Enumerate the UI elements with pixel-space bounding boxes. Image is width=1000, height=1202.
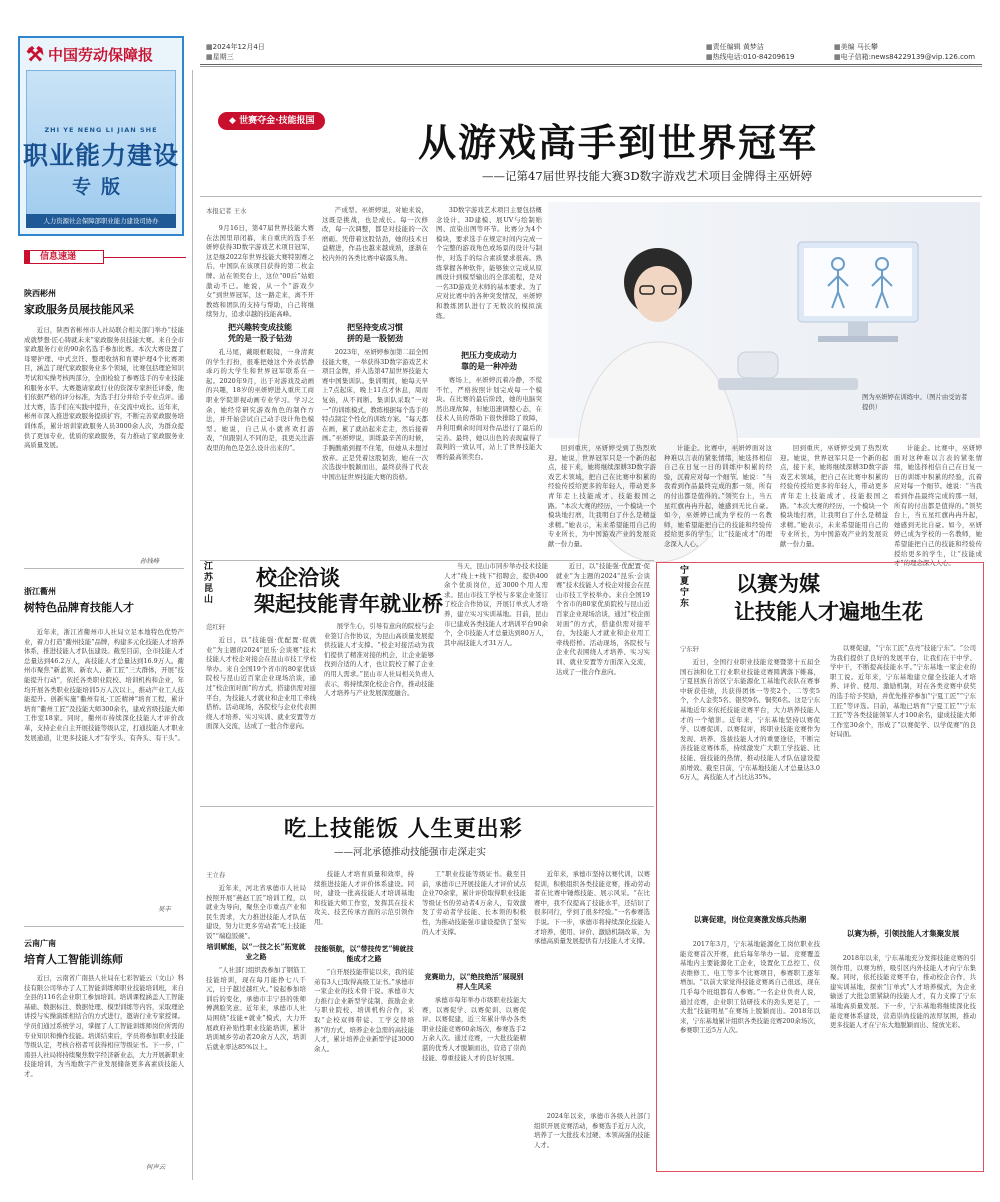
top-kicker xyxy=(218,112,325,130)
s2-body xyxy=(24,628,184,894)
mid-col2-text: 展学生心，引导有意向的院校与企业签订合作协议，为昆山高质量发展提供技能人才支撑。“校企对接活动为我们提供了精准对接的机会，让企业能够找到合适的人才，也让院校了解了企业的用人需求。”昆山市人社局相关负责人表示，将持续深化校企合作，推动技能人才培养与产业发展深度融合。 xyxy=(324,622,434,698)
mid-col3-text: 当天，昆山市同步举办技术技能人才“线上+线下”招聘会，提供400余个优质岗位，近3000个用人需求。昆山市技工学校与多家企业签订了校企合作协议，开展订单式人才培养，建立实习实训基地。目前，昆山市已建成各类技能人才培训平台90余个，全市技能人才总量达到80万人，其中高技能人才31万人。 xyxy=(444,562,548,647)
top-col2-text: 产成型。巫妍婷说，对她来说，这既是挑战，也是成长。每一次修改，每一次调整，都是对技能的一次磨砺。凭借着这股钻劲，她的技术日益精进，作品也越来越成熟，逐渐在校内外的各类比赛中崭露头角。 xyxy=(322,206,428,262)
top-col3b-text: 赛场上，巫妍婷沉着冷静，不慌不忙，严格按照计划完成每一个模块。在比赛的最后阶段，她的电脑突然出现故障，但她迅速调整心态，在技术人员的帮助下很快排除了故障，并利用剩余时间对作品进行了最后的完善。最终，她以出色的表现赢得了裁判的一致认可，站上了世界技能大赛的最高领奖台。 xyxy=(436,376,542,461)
bottom-col3b-text: 承德市每年举办市级职业技能大赛，以赛促学、以赛促训、以赛促评、以赛促建，近三年累计举办各类职业技能竞赛60余场次，参赛选手2万余人次。通过竞赛，一大批技能精湛的优秀人才脱颖而出，营造了崇尚技能、尊重技能人才的良好氛围。 xyxy=(422,996,526,1062)
bottom-h1: 培训赋能，以“一技之长”拓宽就业之路 xyxy=(206,942,306,961)
right-author: 宁东轩 xyxy=(680,645,700,653)
s2-author: 吴丰 xyxy=(158,905,171,913)
s3-author: 何声云 xyxy=(146,1163,166,1171)
top-photo xyxy=(548,202,980,438)
right-loc: 宁夏宁东 xyxy=(680,566,690,609)
top-col4-text: 回到重庆，巫妍婷受到了热烈欢迎。她说，世界冠军只是一个新的起点，接下来，她将继续深耕3D数字游戏艺术领域，把自己在比赛中积累的经验传授给更多的年轻人，带动更多青年走上技能成才、技能报国之路。“本次大赛的经历，一个模块一个模块地打磨，让我明白了什么是精益求精。”她表示，未来希望能用自己的专业所长，为中国游戏产业的发展贡献一份力量。 xyxy=(548,444,656,548)
top-col7-text: 计能企。比赛中，巫妍婷面对这种难以言表的紧张情绪，她选择相信自己在日复一日的训练中积累的经验，沉着应对每一个细节。她说：“当我看到作品最终完成的那一刻，所有的付出都是值得的。”领奖台上，当五星红旗冉冉升起，她感到无比自豪。如今，巫妍婷已成为学校的一名教师，她希望能把自己的技能和经验传授给更多的学生，让“技能成才”的理念深入人心。 xyxy=(894,444,982,568)
bottom-col1b xyxy=(206,966,306,1166)
right-headline-1: 以赛为媒 xyxy=(736,571,820,596)
bottom-col3b xyxy=(422,996,526,1166)
section-title: 职业能力建设 xyxy=(22,141,179,170)
top-headline-rule xyxy=(200,196,982,197)
bottom-subhead: ——河北承德推动技能强市走深走实 xyxy=(334,847,487,858)
left-sep-1 xyxy=(24,568,184,569)
s3-title: 培育人工智能训练师 xyxy=(24,953,123,966)
header-rule-2 xyxy=(200,66,982,67)
news-tag xyxy=(24,250,104,264)
s1-author: 孙钱峰 xyxy=(140,557,160,565)
bottom-col3-text: 工”职业技能等级证书。截至目前，承德市已开展技能人才评价试点企业70余家，累计评价取得职业技能等级证书的劳动者4万余人，有效激发了劳动者学技能、长本领的积极性，为推动技能强市建设提供了坚实的人才支撑。 xyxy=(422,870,526,936)
mid-col1 xyxy=(206,636,316,804)
sponsor-bar: 人力资源社会保障部职业能力建设司协办 xyxy=(26,214,176,228)
bottom-col2 xyxy=(314,870,414,942)
top-col5 xyxy=(664,444,772,558)
top-subhead: ——记第47届世界技能大赛3D数字游戏艺术项目金牌得主巫妍婷 xyxy=(482,169,813,183)
mid-col4 xyxy=(556,562,650,722)
bottom-col2b xyxy=(314,968,414,1166)
right-col1-text: 近日，全国行业职业技能竞赛暨第十五届全国石油和化工行业职业技能竞赛圆满落下帷幕，宁夏回族自治区宁东能源化工基地代表队在赛事中斩获佳绩，共获得团体一等奖2个、二等奖5个，个人金奖5名、银奖9名、铜奖6名。这是宁东基地近年来依托技能竞赛平台，大力培养技能人才的一个缩影。近年来，宁东基地坚持以赛促学、以赛促训、以赛促评，将职业技能竞赛作为发现、培养、选拔技能人才的重要途径，不断完善技能竞赛体系，持续激发广大职工学技能、比技能、强技能的热情，推动技能人才队伍建设提质增效。截至目前，宁东基地技能人才总量达3.06万人，高技能人才占比达35%。 xyxy=(680,658,821,782)
masthead xyxy=(18,36,184,236)
news-tag-label: 信息速递 xyxy=(40,252,77,262)
top-col3b xyxy=(436,376,542,556)
s2-title: 树特色品牌育技能人才 xyxy=(24,601,134,614)
top-col2 xyxy=(322,206,428,318)
header-rule xyxy=(200,64,982,65)
top-col6 xyxy=(780,444,888,558)
left-vertical-rule xyxy=(192,70,193,1180)
paper-logo-bar xyxy=(20,38,182,70)
top-col1b-text: 孔马尾，戴眼框眼镜，一身清爽的学生打扮，很难把她这个外表恬静乖巧的大学生和世界冠军联系在一起。2020年9月，出于对游戏及动画的兴趣，18岁的巫妍婷进入重庆工商职业学院影视动画专业学习。学习之余，她经常研究游戏角色的制作方法，并开始尝试自己动手设计角色模型。她说，自己从小就喜欢打游戏，“但跟别人不同的是，我更关注游戏里的角色是怎么设计出来的”。 xyxy=(206,348,314,452)
bottom-col1 xyxy=(206,884,306,940)
bottom-col1-text: 近年来，河北省承德市人社局按照开展“燕赵工匠”培训工程，以就业为导向，聚焦全市重点产业和民生需求，大力推进技能人才队伍建设，努力让更多劳动者“吃上技能饭”“端稳饭碗”。 xyxy=(206,884,306,940)
top-col7 xyxy=(894,444,982,568)
bottom-col1b-text: “人社部门组织我参加了钢筋工技能培训，现在每月能挣七八千元，日子越过越红火。”说起参加培训后的变化，承德市丰宁县的张师傅满脸笑意。近年来，承德市人社局围绕“技能+就业”模式，大力开展政府补贴性职业技能培训，累计培训城乡劳动者20余万人次，培训后就业率达85%以上。 xyxy=(206,966,306,1051)
s3-body xyxy=(24,974,184,1154)
mid-headline-2: 架起技能青年就业桥 xyxy=(254,591,443,616)
section-pinyin: ZHI YE NENG LI JIAN SHE xyxy=(44,126,158,134)
left-sep-2 xyxy=(24,926,184,927)
right-h2: 以赛为桥，引领技能人才集聚发展 xyxy=(846,929,960,938)
kicker-icon: ◆ xyxy=(229,116,240,126)
bottom-rule xyxy=(200,806,654,807)
bottom-col5 xyxy=(534,1112,650,1166)
header-weekday: ▦星期三 xyxy=(206,53,234,61)
photo-caption: 图为巫妍婷在训练中。（图片由受访者提供） xyxy=(862,393,968,411)
mid-col1-text: 近日，以“技能强·优配置·促就业”为主题的2024“昆乐·会谈赛”技术技能人才校企对接会在昆山市技工学校举办。来自全国19个省市的80家优质院校与昆山近百家企业现场洽谈，通过“校企面对面”的方式，搭建供需对接平台，为技能人才就业和企业用工牵线搭桥。活动现场，各院校与企业代表围绕人才培养、实习实训、就业安置等方面深入交流，达成了一批合作意向。 xyxy=(206,636,316,731)
kicker-text: 世赛夺金·技能报国 xyxy=(239,116,315,126)
bottom-col4-text: 近年来，承德市坚持以赛代训，以赛促训，积极组织各类技能竞赛，推动劳动者在比赛中锤炼技能、展示风采。“在比赛中，我不仅提高了技能水平，还结识了很多同行，学到了很多经验。”一名参赛选手说。下一步，承德市将持续深化技能人才培养、使用、评价、激励机制改革，为承德高质量发展提供有力技能人才支撑。 xyxy=(534,870,650,946)
header-designer: ▦美编 马长攀 xyxy=(834,43,878,51)
s1-place: 陕西彬州 xyxy=(24,289,56,298)
right-col2b xyxy=(830,954,976,1166)
right-col2 xyxy=(830,644,976,922)
right-col2-text: 以赛促建，“宁东工匠”点亮“技能宁东”。“公司为我们提供了良好的发展平台，让我们在干中学、学中干，不断提高技能水平。”宁东基地一家企业的职工说。近年来，宁东基地建立健全技能人才培养、评价、使用、激励机制，对在各类竞赛中获奖的选手给予奖励，并优先推荐参加“宁夏工匠”“宁东工匠”等评选。目前，基地已培育“宁夏工匠”“宁东工匠”等各类技能领军人才100余名，建成技能大师工作室30余个，形成了“以赛促学、以学促赛”的良好局面。 xyxy=(830,644,976,739)
top-author: 本报记者 王水 xyxy=(206,207,247,215)
s2-place: 浙江衢州 xyxy=(24,587,56,596)
header-date: ▦2024年12月4日 xyxy=(206,43,265,51)
bottom-col5-text: 2024年以来，承德市各级人社部门组织开展竞赛活动，参赛选手近万人次，培养了一大批技术过硬、本领高强的技能人才。 xyxy=(534,1112,650,1149)
s1-body xyxy=(24,326,184,552)
bottom-author: 王立春 xyxy=(206,871,226,879)
top-col6-text: 回到重庆，巫妍婷受到了热烈欢迎。她说，世界冠军只是一个新的起点，接下来，她将继续深耕3D数字游戏艺术领域，把自己在比赛中积累的经验传授给更多的年轻人，带动更多青年走上技能成才、技能报国之路。“本次大赛的经历，一个模块一个模块地打磨，让我明白了什么是精益求精。”她表示，未来希望能用自己的专业所长，为中国游戏产业的发展贡献一份力量。 xyxy=(780,444,888,548)
header-email: ▦电子信箱:news84229139@vip.126.com xyxy=(834,53,976,61)
bottom-col2-text: 技能人才培育质量和效率，持续推进技能人才评价体系建设。同时，建设一批高技能人才培训基地和技能大师工作室，发挥其在技术攻关、技艺传承方面的示范引领作用。 xyxy=(314,870,414,926)
s3-body-text: 近日，云南省广南县人社局在七彩智能云（文山）科技有限公司举办了人工智能训练师职业技能培训班，来自全县的116名企业职工参加培训。培训课程涵盖人工智能基础、数据标注、数据处理、模型训练等内容，采取理论讲授与实操演练相结合的方式进行，邀请行业专家授课。学员们通过系统学习，掌握了人工智能训练师岗位所需的专业知识和操作技能。培训结束后，学员将参加职业技能等级认定，考核合格者可获得相应等级证书。下一步，广南县人社局将持续聚焦数字经济新业态，大力开展新职业技能培训，为当地数字产业发展储备更多高素质技能人才。 xyxy=(24,974,184,1078)
top-h2 xyxy=(322,322,428,344)
top-h1 xyxy=(206,322,314,344)
s2-body-text: 近年来，浙江省衢州市人社局立足本地特色优势产业，着力打造“衢州技能”品牌，构建多元化技能人才培养体系，推进技能人才队伍建设。截至目前，全市技能人才总量达到46.2万人，高技能人才总量达到16.9万人。衢州市聚焦“新蓝领、新农人、新工匠”三大群体，开展“技能提升行动”，依托各类职业院校、培训机构和企业，年均开展各类职业技能培训5万人次以上，推动产业工人技能提升。创新实施“衢州有礼·工匠精神”培育工程，累计培育“衢州工匠”及技能大师300余名，建成省级技能大师工作室18家。同时，衢州市持续深化技能人才评价改革，支持企业自主开展技能等级认定，打通技能人才职业发展通道，让更多技能人才“有学头、有奔头、有干头”。 xyxy=(24,628,184,742)
right-col1b-text: 2017年3月，宁东基地能源化工岗位职业技能竞赛首次开赛，此后每年举办一届。竞赛覆盖基地内主要能源化工企业，设置化工总控工、仪表维修工、电工等多个比赛项目，参赛职工逐年增加。“以前大家觉得技能竞赛离自己很远，现在几乎每个班组都有人参赛。”一名企业负责人说，通过竞赛，企业职工钻研技术的劲头更足了，一大批“技能明星”在赛场上脱颖而出。2018年以来，宁东基地累计组织各类技能竞赛200余场次，参赛职工近5万人次。 xyxy=(680,940,821,1035)
mid-rule xyxy=(200,560,654,561)
bottom-col4 xyxy=(534,870,650,1108)
mid-headline-1: 校企洽谈 xyxy=(256,565,340,590)
top-col4 xyxy=(548,444,656,558)
top-col2b-text: 2023年，巫妍婷参加第二届全国技能大赛，一举获得3D数字游戏艺术项目金牌，并入选第47届世界技能大赛中国集训队。集训期间，她每天早上7点起床，晚上11点才休息，周而复始，从不间断。集训队采取“一对一”的训练模式，教练根据每个选手的特点制定个性化的训练方案。“每天都在画，累了就站起来走走，然后接着画。”巫妍婷说，训练最辛苦的时候，手腕酸痛到握不住笔，但她从未想过放弃。正是凭着这股韧劲，她在一次次选拔中脱颖而出，最终获得了代表中国出征世界技能大赛的资格。 xyxy=(322,348,428,481)
section-sub: 专版 xyxy=(71,176,130,198)
right-headline-2: 让技能人才遍地生花 xyxy=(734,599,923,624)
top-h3 xyxy=(436,350,542,372)
top-col1 xyxy=(206,224,314,318)
s1-body-text: 近日，陕西省彬州市人社局联合相关部门举办“技能成就梦想·匠心铸就未来”家政服务员技能大赛。来自全市家政服务行业的90余名选手参加比赛。本次大赛设置了母婴护理、中式烹饪、整理收纳和育婴护理4个比赛项目，涵盖了现代家政服务业多个领域，比赛包括理论知识考试和实操考核两部分，全面检验了参赛选手的专业技能和服务水平。大赛邀请家政行业的资深专家担任评委，他们依据严格的评分标准，为选手打分并给予专业点评。通过大赛，选手们在实践中提升，在交流中成长。近年来，彬州市深入推进家政服务提质扩容，不断完善家政服务培训体系，累计培训家政服务人员3000余人次，为群众提供了更加专业、优质的家政服务，有力推动了家政服务业高质量发展。 xyxy=(24,326,184,450)
mid-author: 范红轩 xyxy=(206,623,226,631)
mid-col2 xyxy=(324,622,434,804)
top-col1-text: 9月16日，第47届世界技能大赛在法国里昂闭幕，来自重庆的选手巫妍婷获得3D数字游戏艺术项目冠军，这是继2022年世界技能大赛特别赛之后，中国队在该项目获得的第二枚金牌。站在领奖台上，这位“00后”姑娘激动不已。她说，从一个“游戏少女”到世界冠军，这一路走来，离不开教练和团队的支持与帮助，自己将继续努力，追求卓越的技能高峰。 xyxy=(206,224,314,319)
top-col5-text: 计能企。比赛中，巫妍婷面对这种难以言表的紧张情绪，她选择相信自己在日复一日的训练中积累的经验，沉着应对每一个细节。她说：“当我看到作品最终完成的那一刻，所有的付出都是值得的。”领奖台上，当五星红旗冉冉升起，她感到无比自豪。如今，巫妍婷已成为学校的一名教师，她希望能把自己的技能和经验传授给更多的学生，让“技能成才”的理念深入人心。 xyxy=(664,444,772,548)
top-h3-text: 把压力变成动力 靠的是一种冲劲 xyxy=(461,350,517,371)
header-editor: ▦责任编辑 黄梦洁 xyxy=(706,43,764,51)
bottom-h2: 技能领航，以“带技传艺”铸就技能成才之路 xyxy=(314,944,414,963)
top-h2-text: 把坚持变成习惯 拼的是一股韧劲 xyxy=(347,322,403,343)
top-headline: 从游戏高手到世界冠军 xyxy=(418,120,819,165)
weekday-text: 星期三 xyxy=(212,53,234,61)
paper-logo-icon: ⚒ xyxy=(26,42,44,66)
top-col3 xyxy=(436,206,542,346)
right-col1 xyxy=(680,658,820,912)
designer-text: 美编 马长攀 xyxy=(840,43,878,51)
phone-text: 热线电话:010-84209619 xyxy=(712,53,795,61)
email-text: 电子信箱:news84229139@vip.126.com xyxy=(840,53,976,61)
right-col2b-text: 2018年以来，宁东基地充分发挥技能竞赛的引领作用，以赛为桥，吸引区内外技能人才向宁东集聚。同时，依托技能竞赛平台，推动校企合作，共建实训基地，探索“订单式”人才培养模式，为企业输送了大批急需紧缺的技能人才，有力支撑了宁东基地高质量发展。下一步，宁东基地将继续深化技能竞赛体系建设，营造崇尚技能的浓厚氛围，推动更多技能人才在宁东大地脱颖而出、绽放光彩。 xyxy=(830,954,976,1030)
s3-place: 云南广南 xyxy=(24,939,56,948)
editor-text: 责任编辑 黄梦洁 xyxy=(712,43,764,51)
top-col2b xyxy=(322,348,428,556)
right-col1b xyxy=(680,940,820,1166)
paper-name: 中国劳动保障报 xyxy=(47,45,153,64)
bottom-col3 xyxy=(422,870,526,970)
mid-col4-text: 近日，以“技能强·优配置·促就业”为主题的2024“昆乐·会谈赛”技术技能人才校企对接会在昆山市技工学校举办。来自全国19个省市的80家优质院校与昆山近百家企业现场洽谈，通过“校企面对面”的方式，搭建供需对接平台，为技能人才就业和企业用工牵线搭桥。活动现场，各院校与企业代表围绕人才培养、实习实训、就业安置等方面深入交流，达成了一批合作意向。 xyxy=(556,562,650,676)
s1-title: 家政服务员展技能风采 xyxy=(24,303,134,316)
left-tag-rule xyxy=(104,257,186,258)
top-h1-text: 把兴趣转变成技能 凭的是一股子钻劲 xyxy=(228,322,292,343)
top-col1b xyxy=(206,348,314,556)
bottom-headline: 吃上技能饭 人生更出彩 xyxy=(284,816,523,842)
bottom-h3: 竞赛助力，以“绝技绝活”展现别样人生风采 xyxy=(424,972,524,991)
mid-loc: 江苏昆山 xyxy=(204,562,214,605)
mid-col3 xyxy=(444,562,548,722)
bottom-col2b-text: “自开展技能带徒以来，我的徒弟有3人已取得高级工证书。”承德市一家企业的技术骨干说。承德市大力推行企业新型学徒制，鼓励企业与职业院校、培训机构合作，采取“企校双师带徒、工学交替培养”的方式，培养企业急需的高技能人才，累计培养企业新型学徒3000余人。 xyxy=(314,968,414,1053)
header-phone: ▦热线电话:010-84209619 xyxy=(706,53,795,61)
date-text: 2024年12月4日 xyxy=(212,43,265,51)
right-h1: 以赛促建，岗位竞赛激发练兵热潮 xyxy=(693,915,807,924)
top-col3-text: 3D数字游戏艺术项目主要包括概念设计、3D建模、展UV与绘制贴图、渲染出图等环节。比赛分为4个模块，要求选手在规定时间内完成一个完整的游戏角色或场景的设计与制作，对选手的综合素质要求很高。熟练掌握各种软件，能够独立完成从原画设计到模型输出的全部流程，是对一名3D游戏美术师的基本要求。为了应对比赛中的各种突发情况，巫妍婷和教练团队进行了无数次的模拟演练。 xyxy=(436,206,542,320)
